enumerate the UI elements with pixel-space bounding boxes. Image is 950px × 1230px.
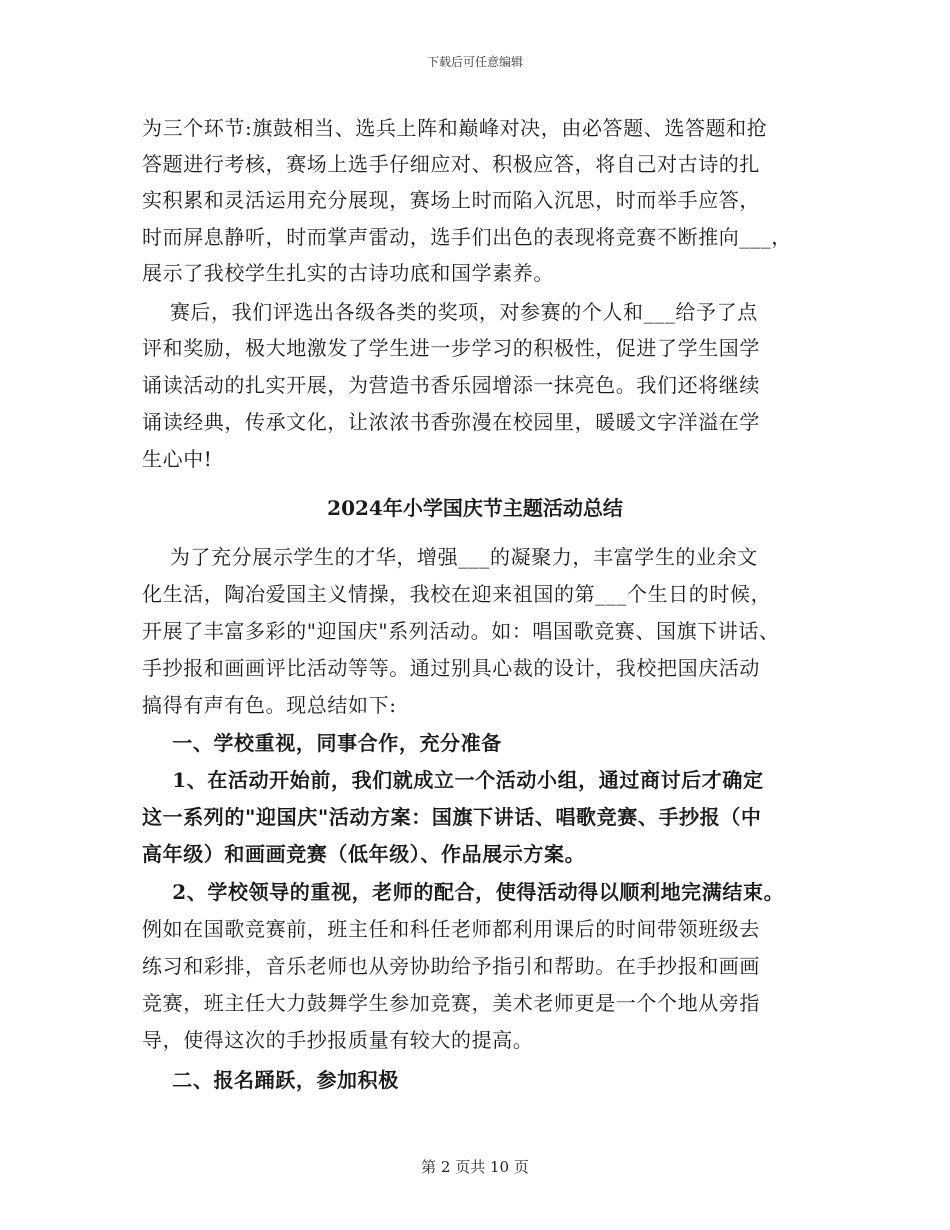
text-line: 竞赛，班主任大力鼓舞学生参加竞赛，美术老师更是一个个地从旁指 [142,991,760,1015]
text-line: 搞得有声有色。现总结如下: [142,693,397,717]
text-line: 导，使得这次的手抄报质量有较大的提高。 [142,1028,534,1052]
section-heading: 一、学校重视，同事合作，充分准备 [142,731,502,755]
text-line: 实积累和灵活运用充分展现，赛场上时而陷入沉思，时而举手应答， [142,188,760,212]
document-title: 2024年小学国庆节主题活动总结 [327,496,623,520]
text-line: 高年级）和画画竞赛（低年级）、作品展示方案。 [142,842,586,866]
page-header: 下载后可任意编辑 [426,55,523,69]
text-line: 时而屏息静听，时而掌声雷动，选手们出色的表现将竞赛不断推向___， [142,225,792,249]
text-line: 展示了我校学生扎实的古诗功底和国学素养。 [142,261,554,285]
text-line: 开展了丰富多彩的"迎国庆"系列活动。如：唱国歌竞赛、国旗下讲话、 [142,619,780,643]
text-line: 答题进行考核，赛场上选手仔细应对、积极应答，将自己对古诗的扎 [142,152,760,176]
page-footer: 第 2 页共 10 页 [421,1158,529,1176]
text-line: 诵读经典，传承文化，让浓浓书香弥漫在校园里，暖暖文字洋溢在学 [142,410,760,434]
section-heading: 二、报名踊跃，参加积极 [142,1068,399,1092]
text-line: 这一系列的"迎国庆"活动方案：国旗下讲话、唱歌竞赛、手抄报（中 [142,805,762,829]
text-line: 化生活，陶冶爱国主义情操，我校在迎来祖国的第___个生日的时候， [142,582,772,606]
text-line: 为了充分展示学生的才华，增强___的凝聚力，丰富学生的业余文 [142,545,758,569]
text-line: 赛后，我们评选出各级各类的奖项，对参赛的个人和___给予了点 [142,300,758,324]
text-line: 1、在活动开始前，我们就成立一个活动小组，通过商讨后才确定 [142,768,764,792]
text-line: 2、学校领导的重视，老师的配合，使得活动得以顺利地完满结束。 [142,880,785,904]
text-line: 诵读活动的扎实开展，为营造书香乐园增添一抹亮色。我们还将继续 [142,373,760,397]
text-line: 手抄报和画画评比活动等等。通过别具心裁的设计，我校把国庆活动 [142,656,760,680]
text-line: 为三个环节:旗鼓相当、选兵上阵和巅峰对决，由必答题、选答题和抢 [142,116,768,140]
text-line: 生心中! [142,447,213,471]
text-line: 评和奖励，极大地激发了学生进一步学习的积极性，促进了学生国学 [142,336,760,360]
text-line: 练习和彩排，音乐老师也从旁协助给予指引和帮助。在手抄报和画画 [142,954,760,978]
text-line: 例如在国歌竞赛前，班主任和科任老师都利用课后的时间带领班级去 [142,917,760,941]
